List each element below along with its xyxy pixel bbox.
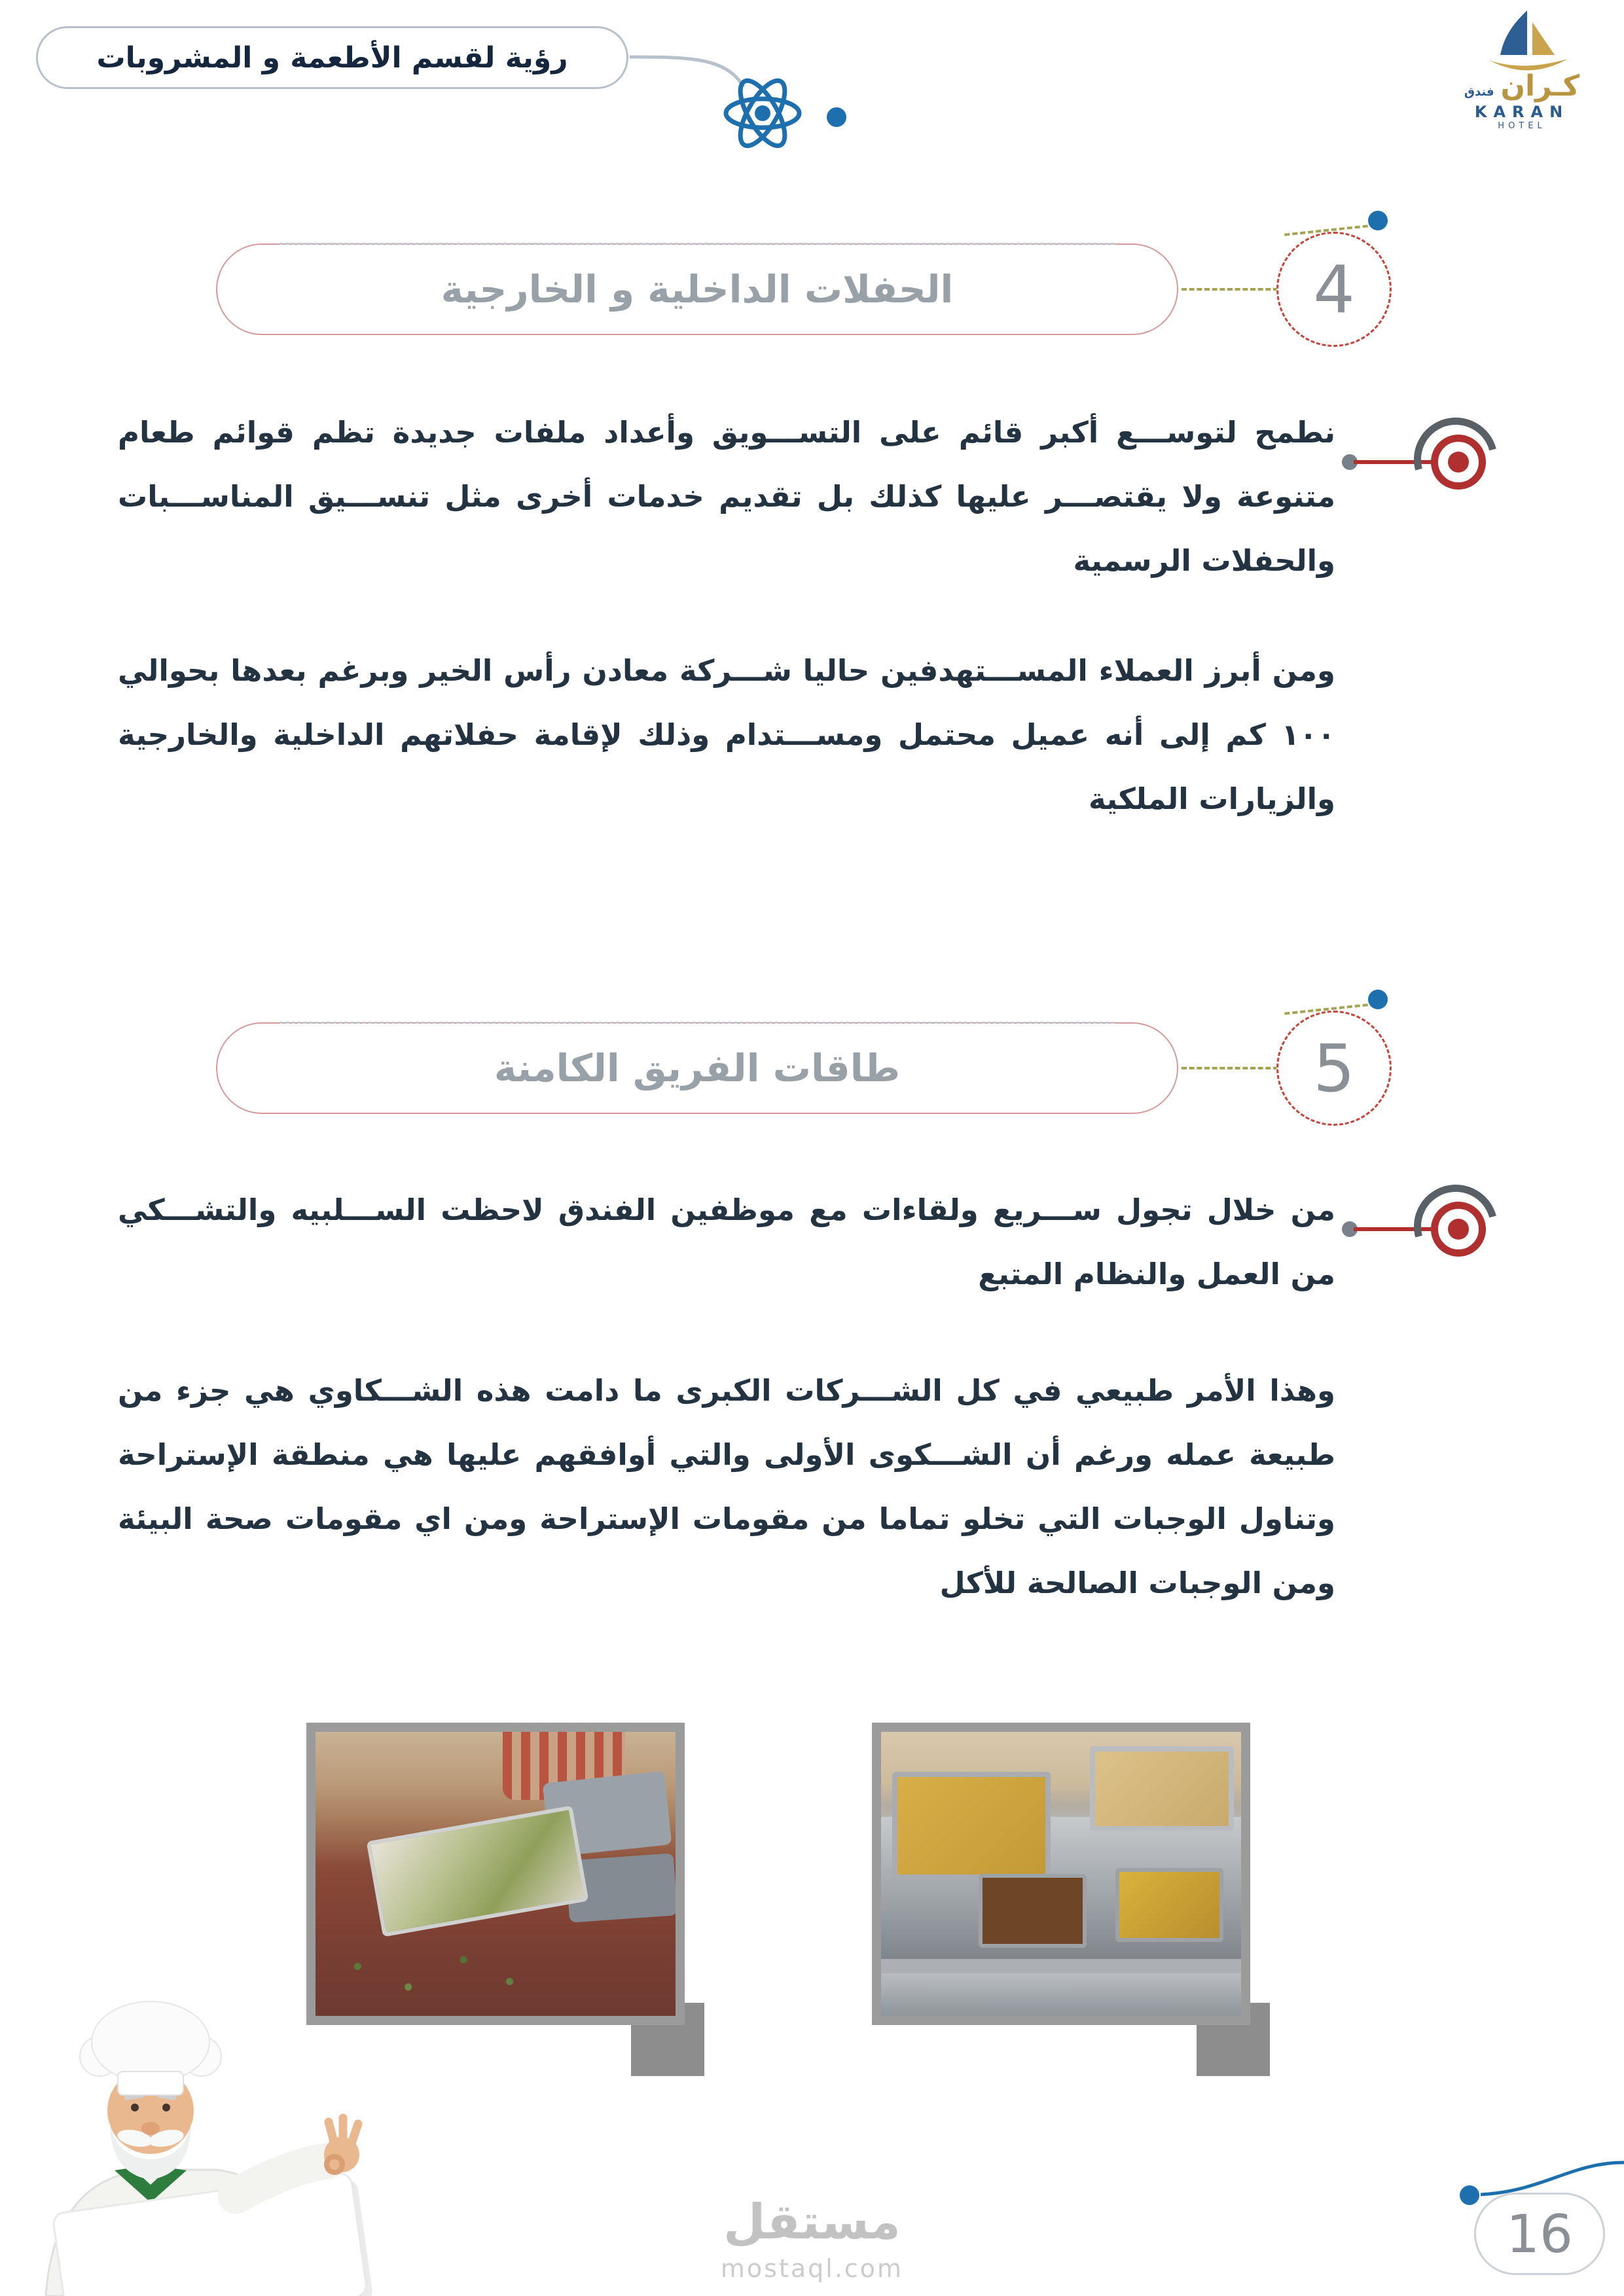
logo-arabic-name: كـران bbox=[1500, 69, 1580, 103]
blue-dot bbox=[1368, 211, 1388, 230]
logo-name: KARAN bbox=[1474, 103, 1570, 121]
food-photo-left bbox=[306, 1723, 685, 2025]
paragraph: نطمح لتوســـع أكبر قائم على التســـويق وأعداد ملفات جديدة تظم قوائم طعام متنوعة ولا يقتصـــر عليها كذلك بل تقديم خدمات أخرى مثل تنســـيق المناســـبات والحفلات الرسمية bbox=[118, 415, 1335, 578]
section-4-banner bbox=[216, 243, 1178, 335]
section-4-number-group bbox=[1172, 206, 1447, 376]
watermark-url: mostaql.com bbox=[720, 2254, 904, 2283]
section-5-number-group bbox=[1172, 984, 1447, 1155]
section-5-banner bbox=[216, 1022, 1178, 1114]
paragraph: وهذا الأمر طبيعي في كل الشـــركات الكبرى ما دامت هذه الشـــكاوي هي جزء من طبيعة عمله ورغم أن الشـــكوى الأولى والتي أوافقهم عليها هي منطقة الإستراحة وتناول الوجبات التي تخلو تماما من مقومات الإستراحة ومن اي مقومات صحة البيئة ومن الوجبات الصالحة للأكل bbox=[118, 1373, 1335, 1600]
header-badge bbox=[36, 26, 628, 89]
section-4-title: الحفلات الداخلية و الخارجية bbox=[441, 267, 954, 312]
buffet-trays-photo bbox=[881, 1732, 1241, 2016]
logo-arabic-sub: فندق bbox=[1464, 85, 1494, 99]
header-badge-label: رؤية لقسم الأطعمة و المشروبات bbox=[96, 41, 568, 75]
sail-boat-icon bbox=[1430, 8, 1614, 73]
bullet-center bbox=[1448, 1219, 1469, 1240]
dashed-connector bbox=[1182, 288, 1278, 291]
section-5-number-badge: 5 bbox=[1276, 1011, 1392, 1126]
photo-frame bbox=[872, 1723, 1250, 2025]
hotel-logo bbox=[1430, 8, 1614, 131]
watermark-title: مستقل bbox=[723, 2194, 901, 2250]
bullet-center bbox=[1448, 452, 1469, 473]
target-bullet-icon bbox=[1335, 416, 1532, 508]
target-bullet-icon bbox=[1335, 1183, 1532, 1275]
blue-dot bbox=[1368, 990, 1388, 1009]
atom-icon bbox=[628, 36, 851, 167]
page-number-badge: 16 bbox=[1474, 2193, 1605, 2275]
photo-frame bbox=[306, 1723, 685, 2025]
section-5-title: طاقات الفريق الكامنة bbox=[494, 1046, 901, 1090]
paragraph: ومن أبرز العملاء المســـتهدفين حاليا شـــركة معادن رأس الخير وبرغم بعدها بحوالي ١٠٠ كم إلى أنه عميل محتمل ومســـتدام وذلك لإقامة حفلاتهم الداخلية والخارجية والزيارات الملكية bbox=[118, 653, 1335, 816]
section-4-number-badge: 4 bbox=[1276, 232, 1392, 347]
paragraph: من خلال تجول ســـريع ولقاءات مع موظفين الفندق لاحظت الســـلبيه والتشـــكي من العمل والنظام المتبع bbox=[118, 1193, 1335, 1291]
salad-trays-photo bbox=[316, 1732, 676, 2016]
food-photo-right bbox=[872, 1723, 1250, 2025]
logo-sub: HOTEL bbox=[1498, 121, 1546, 131]
dashed-connector bbox=[1182, 1067, 1278, 1069]
